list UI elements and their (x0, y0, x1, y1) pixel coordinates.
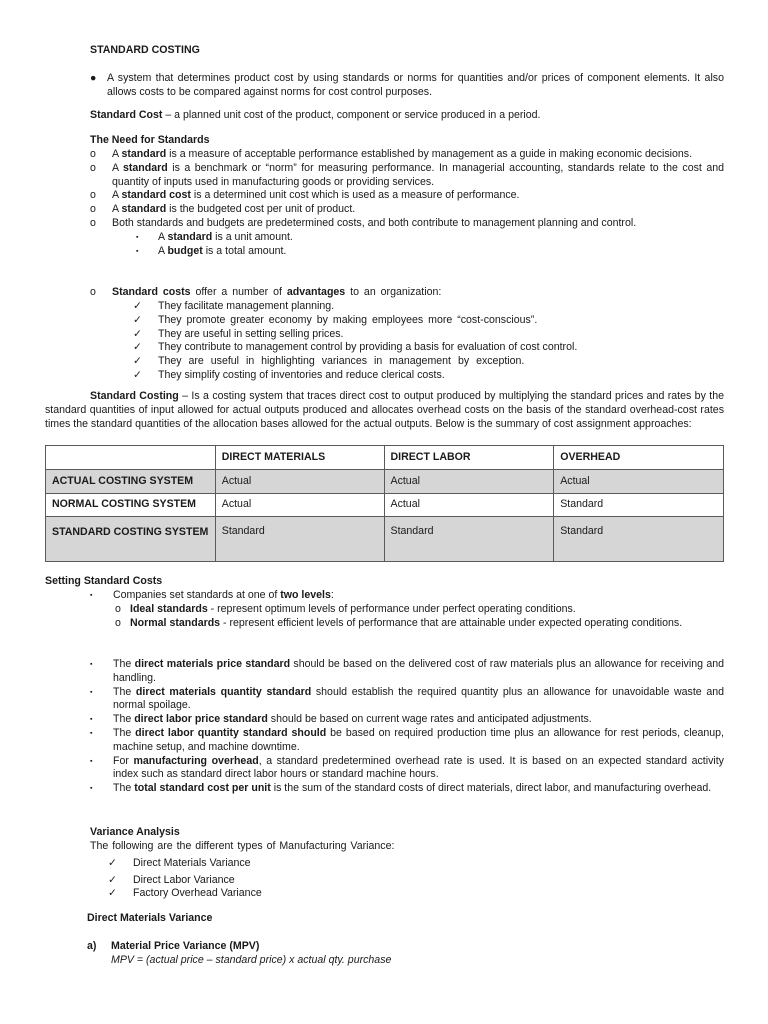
intro-bullet (90, 72, 724, 100)
bullet-icon: ● (90, 72, 97, 84)
circle-bullet-icon: o (90, 161, 96, 174)
list-item: ✓ They are useful in setting selling prices. (133, 327, 344, 340)
table-cell: NORMAL COSTING SYSTEM (46, 494, 216, 517)
list-item: ▪ A budget is a total amount. (136, 244, 287, 257)
circle-bullet-icon: o (90, 203, 96, 216)
check-icon: ✓ (108, 874, 117, 886)
advantages-list (133, 300, 724, 383)
square-bullet-icon: ▪ (90, 661, 93, 668)
cost-assignment-table (45, 445, 724, 562)
check-icon: ✓ (133, 368, 142, 381)
check-icon: ✓ (108, 857, 117, 869)
check-icon: ✓ (133, 300, 142, 312)
table-row (46, 494, 724, 517)
list-item: ▪ Companies set standards at one of two levels: (90, 589, 334, 601)
square-bullet-icon: ▪ (90, 757, 93, 765)
dm-variance-heading: Direct Materials Variance (87, 912, 213, 924)
square-bullet-icon: ▪ (136, 247, 139, 255)
check-icon: ✓ (133, 341, 142, 354)
square-bullet-icon: ▪ (90, 785, 93, 793)
need-heading: The Need for Standards (90, 134, 210, 146)
list-item: o A standard is the budgeted cost per unit of product. (90, 203, 356, 216)
need-list (90, 148, 724, 258)
table-header-cell: DIRECT MATERIALS (215, 446, 384, 470)
table-cell: Actual (384, 494, 554, 517)
table-header-cell: DIRECT LABOR (384, 446, 554, 470)
table-header-row (46, 446, 724, 470)
check-icon: ✓ (133, 313, 142, 326)
table-header-cell: OVERHEAD (554, 446, 724, 470)
list-item: o A standard is a benchmark or “norm” for measuring performance. In managerial accounting, standards relate to the cost and quantity of inputs used in manufacturing goods or providing services. (90, 161, 724, 188)
circle-bullet-icon: o (115, 616, 121, 629)
circle-bullet-icon: o (90, 148, 96, 160)
square-bullet-icon: ▪ (90, 729, 93, 737)
table-cell: Actual (554, 470, 724, 494)
list-item: ✓ They are useful in highlighting variances in management by exception. (133, 355, 525, 368)
table-cell: Standard (554, 517, 724, 562)
square-bullet-icon: ▪ (136, 233, 139, 241)
table-row (46, 517, 724, 562)
setting-items (90, 658, 724, 796)
list-item: ✓ They simplify costing of inventories and reduce clerical costs. (133, 368, 445, 381)
intro-text: A system that determines product cost by using standards or norms for quantities and/or prices of component elements. It also allows costs to be compared against norms for cost control purposes. (107, 72, 724, 98)
square-bullet-icon: ▪ (90, 592, 93, 599)
circle-bullet-icon: o (90, 189, 96, 202)
mpv-label: a) (87, 940, 97, 952)
list-item: ▪ The total standard cost per unit is the sum of the standard costs of direct materials, direct labor, and manufacturing overhead. (90, 782, 712, 795)
variance-list (108, 857, 262, 901)
list-item: o Normal standards - represent efficient levels of performance that are attainable under expected operating conditions. (115, 616, 683, 629)
standard-cost-definition: Standard Cost – a planned unit cost of the product, component or service produced in a period. (90, 109, 541, 121)
mpv-formula: MPV = (actual price – standard price) x actual qty. purchase (111, 954, 392, 966)
circle-bullet-icon: o (90, 216, 96, 229)
table-row (46, 470, 724, 494)
table-cell: Actual (215, 494, 384, 517)
check-icon: ✓ (133, 355, 142, 368)
setting-levels (90, 589, 724, 630)
list-item: ✓ Direct Labor Variance (108, 874, 235, 886)
variance-intro: The following are the different types of Manufacturing Variance: (90, 840, 395, 852)
table-cell: Actual (384, 470, 554, 494)
variance-heading: Variance Analysis (90, 826, 180, 838)
table-cell: ACTUAL COSTING SYSTEM (46, 470, 216, 494)
list-item: o A standard is a measure of acceptable performance established by management as a guide in making economic decisions. (90, 148, 693, 160)
table-cell: Actual (215, 470, 384, 494)
page-title: STANDARD COSTING (90, 44, 200, 56)
list-item: ▪ A standard is a unit amount. (136, 230, 293, 243)
list-item: ▪ For manufacturing overhead, a standard predetermined overhead rate is used. It is based on an expected standard activity index such as standard direct labor hours or standard machine hours. (90, 754, 724, 781)
list-item: ✓ They contribute to management control by providing a basis for evaluation of cost control. (133, 341, 578, 354)
circle-bullet-icon: o (90, 286, 96, 298)
list-item: ✓ Factory Overhead Variance (108, 887, 262, 899)
square-bullet-icon: ▪ (90, 688, 93, 696)
list-item: ✓ They promote greater economy by making employees more “cost-conscious”. (133, 313, 538, 326)
check-icon: ✓ (133, 327, 142, 340)
circle-bullet-icon: o (115, 602, 121, 615)
table-cell: Standard (384, 517, 554, 562)
list-item: o Ideal standards - represent optimum levels of performance under perfect operating conditions. (115, 602, 576, 615)
mpv-title: Material Price Variance (MPV) (111, 940, 260, 952)
square-bullet-icon: ▪ (90, 716, 93, 724)
table-cell: Standard (554, 494, 724, 517)
list-item: ▪ The direct labor quantity standard should be based on required production time plus an allowance for rest periods, cleanup, machine setup, and machine downtime. (90, 726, 724, 753)
standard-costing-paragraph: Standard Costing – Is a costing system that traces direct cost to output produced by multiplying the standard prices and rates by the standard quantities of input allowed for actual outputs produced and allocates overhead costs on the basis of the standard overhead-cost rates times the standard quantities of the allocation bases allowed for the actual outputs. Below is the summary of cost assignment approaches: (45, 390, 724, 430)
table-cell: STANDARD COSTING SYSTEM (46, 517, 216, 562)
setting-heading: Setting Standard Costs (45, 575, 163, 587)
list-item: ▪ The direct materials price standard should be based on the delivered cost of raw materials plus an allowance for receiving and handling. (90, 658, 725, 684)
list-item: o A standard cost is a determined unit cost which is used as a measure of performance. (90, 189, 520, 202)
list-item: ▪ The direct labor price standard should be based on current wage rates and anticipated adjustments. (90, 713, 592, 726)
advantages-intro: o Standard costs offer a number of advantages to an organization: (90, 286, 442, 298)
list-item: ✓ Direct Materials Variance (108, 857, 251, 869)
list-item: ✓ They facilitate management planning. (133, 300, 335, 312)
list-item: o Both standards and budgets are predetermined costs, and both contribute to management planning and control. (90, 216, 637, 229)
table-cell: Standard (215, 517, 384, 562)
list-item: ▪ The direct materials quantity standard should establish the required quantity plus an allowance for unavoidable waste and normal spoilage. (90, 685, 724, 712)
table-header-cell (46, 446, 216, 470)
check-icon: ✓ (108, 887, 117, 899)
